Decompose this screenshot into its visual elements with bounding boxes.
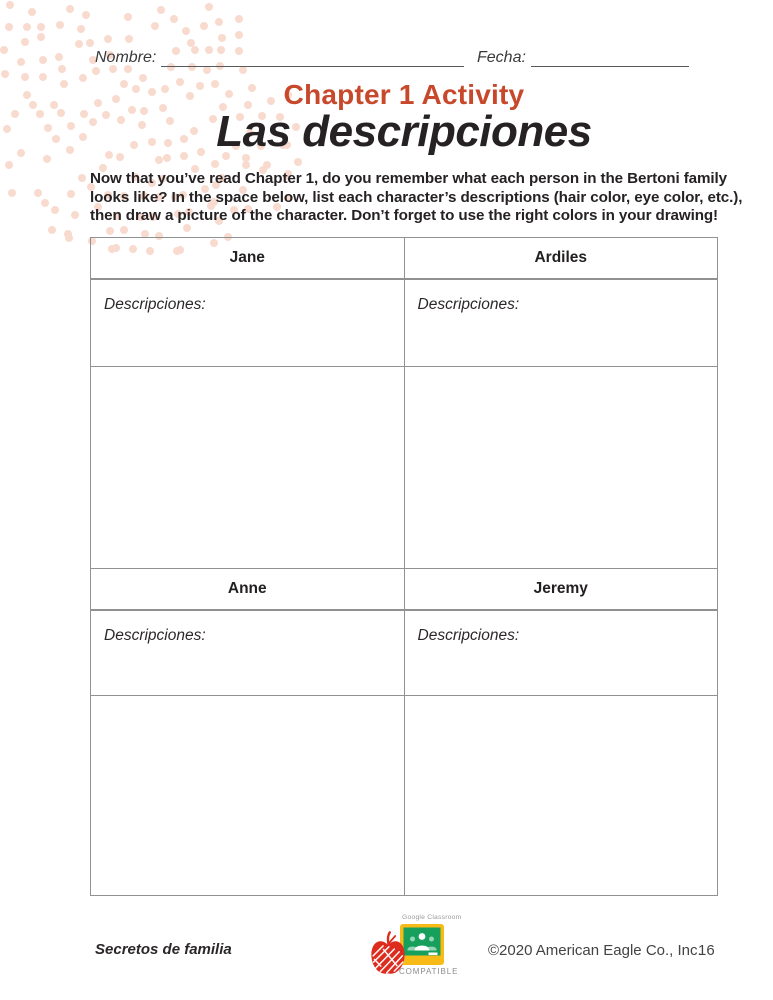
table-row — [91, 610, 718, 696]
table-row — [91, 279, 718, 367]
name-field — [95, 49, 464, 67]
date-label: Fecha: — [477, 49, 526, 66]
page-number: 16 — [698, 942, 715, 959]
activity-title: Chapter 1 Activity — [283, 79, 525, 110]
page-title: Las descripciones — [216, 107, 592, 156]
name-blank-line — [161, 51, 464, 67]
instructions-line: Now that you’ve read Chapter 1, do you remember what each person in the Bertoni family — [90, 170, 728, 187]
table-row — [91, 238, 718, 280]
descriptions-cell: Descripciones: — [91, 610, 405, 696]
instructions — [90, 170, 743, 226]
drawing-area-cell — [91, 367, 405, 569]
table-row — [91, 696, 718, 896]
drawing-area-cell — [404, 696, 718, 896]
table-row — [91, 569, 718, 611]
descriptions-cell: Descripciones: — [404, 610, 718, 696]
date-field — [477, 49, 689, 67]
book-title: Secretos de familia — [95, 941, 232, 958]
descriptions-cell: Descripciones: — [404, 279, 718, 367]
drawing-area-cell — [404, 367, 718, 569]
instructions-line: then draw a picture of the character. Don’t forget to use the right colors in your drawing! — [90, 207, 719, 225]
character-name-cell: Jeremy — [404, 569, 718, 611]
character-name-cell: Anne — [91, 569, 405, 611]
compatible-label: COMPATIBLE — [399, 967, 459, 976]
characters-table — [90, 237, 718, 896]
date-blank-line — [531, 51, 689, 67]
character-name-cell: Jane — [91, 238, 405, 280]
character-name-cell: Ardiles — [404, 238, 718, 280]
copyright-text: ©2020 American Eagle Co., Inc. — [488, 942, 702, 959]
google-classroom-label: Google Classroom — [402, 914, 462, 921]
table-row — [91, 367, 718, 569]
google-classroom-badge — [366, 908, 470, 988]
google-classroom-icon — [400, 924, 444, 965]
name-label: Nombre: — [95, 49, 157, 66]
drawing-area-cell — [91, 696, 405, 896]
descriptions-cell: Descripciones: — [91, 279, 405, 367]
instructions-line: looks like? In the space below, list each character’s descriptions (hair color, eye color, etc.), — [90, 188, 743, 206]
